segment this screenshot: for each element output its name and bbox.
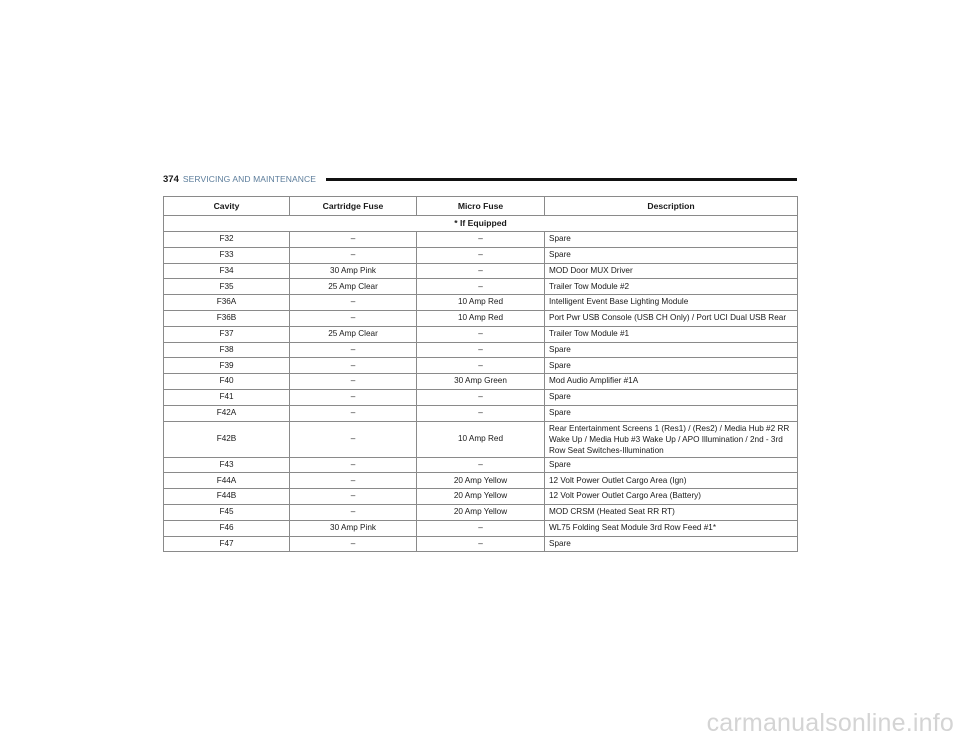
table-row <box>164 247 798 263</box>
micro-fuse-cell: – <box>417 405 545 421</box>
header-rule <box>326 178 797 181</box>
description-cell: Port Pwr USB Console (USB CH Only) / Port UCI Dual USB Rear <box>545 310 798 326</box>
cavity-cell: F36A <box>164 295 290 311</box>
page-number: 374 <box>163 173 179 185</box>
table-row <box>164 342 798 358</box>
cartridge-fuse-cell: – <box>290 374 417 390</box>
cartridge-fuse-cell: – <box>290 247 417 263</box>
cartridge-fuse-cell: – <box>290 473 417 489</box>
description-cell: Rear Entertainment Screens 1 (Res1) / (Res2) / Media Hub #2 RR Wake Up / Media Hub #3 Wake Up / APO Illumination / 2nd - 3rd Row Seat Switches-Illumination <box>545 421 798 457</box>
description-cell: Spare <box>545 457 798 473</box>
cavity-cell: F45 <box>164 504 290 520</box>
cavity-cell: F36B <box>164 310 290 326</box>
cavity-cell: F42A <box>164 405 290 421</box>
cavity-cell: F41 <box>164 389 290 405</box>
cartridge-fuse-cell: – <box>290 358 417 374</box>
description-cell: MOD CRSM (Heated Seat RR RT) <box>545 504 798 520</box>
micro-fuse-cell: 30 Amp Green <box>417 374 545 390</box>
micro-fuse-cell: – <box>417 342 545 358</box>
table-row <box>164 457 798 473</box>
table-row <box>164 520 798 536</box>
micro-fuse-cell: 10 Amp Red <box>417 421 545 457</box>
column-header-cavity: Cavity <box>164 197 290 216</box>
cartridge-fuse-cell: 25 Amp Clear <box>290 326 417 342</box>
cartridge-fuse-cell: 25 Amp Clear <box>290 279 417 295</box>
table-row <box>164 473 798 489</box>
table-row <box>164 421 798 457</box>
description-cell: Spare <box>545 389 798 405</box>
cartridge-fuse-cell: – <box>290 536 417 552</box>
description-cell: Spare <box>545 405 798 421</box>
cavity-cell: F33 <box>164 247 290 263</box>
table-row <box>164 263 798 279</box>
cavity-cell: F42B <box>164 421 290 457</box>
note-row <box>164 216 798 232</box>
cartridge-fuse-cell: – <box>290 232 417 248</box>
column-header-description: Description <box>545 197 798 216</box>
description-cell: Mod Audio Amplifier #1A <box>545 374 798 390</box>
cartridge-fuse-cell: – <box>290 295 417 311</box>
table-row <box>164 405 798 421</box>
cavity-cell: F35 <box>164 279 290 295</box>
micro-fuse-cell: – <box>417 263 545 279</box>
table-row <box>164 358 798 374</box>
cavity-cell: F34 <box>164 263 290 279</box>
micro-fuse-cell: 10 Amp Red <box>417 295 545 311</box>
cavity-cell: F40 <box>164 374 290 390</box>
cartridge-fuse-cell: – <box>290 421 417 457</box>
description-cell: Spare <box>545 247 798 263</box>
description-cell: Intelligent Event Base Lighting Module <box>545 295 798 311</box>
cartridge-fuse-cell: – <box>290 457 417 473</box>
cavity-cell: F47 <box>164 536 290 552</box>
micro-fuse-cell: – <box>417 389 545 405</box>
column-header-micro-fuse: Micro Fuse <box>417 197 545 216</box>
micro-fuse-cell: – <box>417 247 545 263</box>
micro-fuse-cell: – <box>417 326 545 342</box>
description-cell: 12 Volt Power Outlet Cargo Area (Ign) <box>545 473 798 489</box>
description-cell: Spare <box>545 232 798 248</box>
table-row <box>164 536 798 552</box>
cartridge-fuse-cell: – <box>290 489 417 505</box>
micro-fuse-cell: – <box>417 232 545 248</box>
cartridge-fuse-cell: 30 Amp Pink <box>290 520 417 536</box>
cavity-cell: F43 <box>164 457 290 473</box>
cartridge-fuse-cell: – <box>290 504 417 520</box>
cavity-cell: F44B <box>164 489 290 505</box>
table-row <box>164 279 798 295</box>
micro-fuse-cell: 10 Amp Red <box>417 310 545 326</box>
micro-fuse-cell: – <box>417 457 545 473</box>
table-row <box>164 374 798 390</box>
cavity-cell: F37 <box>164 326 290 342</box>
cavity-cell: F39 <box>164 358 290 374</box>
table-row <box>164 504 798 520</box>
micro-fuse-cell: – <box>417 358 545 374</box>
fuse-table <box>163 196 798 552</box>
description-cell: Trailer Tow Module #1 <box>545 326 798 342</box>
cartridge-fuse-cell: – <box>290 310 417 326</box>
page-header <box>163 172 797 186</box>
micro-fuse-cell: 20 Amp Yellow <box>417 489 545 505</box>
watermark: carmanualsonline.info <box>706 709 954 737</box>
table-row <box>164 295 798 311</box>
cavity-cell: F32 <box>164 232 290 248</box>
cavity-cell: F46 <box>164 520 290 536</box>
micro-fuse-cell: 20 Amp Yellow <box>417 473 545 489</box>
if-equipped-note: * If Equipped <box>164 216 798 232</box>
table-row <box>164 326 798 342</box>
description-cell: Spare <box>545 536 798 552</box>
table-row <box>164 310 798 326</box>
cartridge-fuse-cell: – <box>290 405 417 421</box>
cavity-cell: F38 <box>164 342 290 358</box>
description-cell: Spare <box>545 358 798 374</box>
micro-fuse-cell: – <box>417 536 545 552</box>
micro-fuse-cell: – <box>417 520 545 536</box>
table-header-row <box>164 197 798 216</box>
description-cell: MOD Door MUX Driver <box>545 263 798 279</box>
table-row <box>164 232 798 248</box>
micro-fuse-cell: – <box>417 279 545 295</box>
table-row <box>164 389 798 405</box>
table-row <box>164 489 798 505</box>
cavity-cell: F44A <box>164 473 290 489</box>
micro-fuse-cell: 20 Amp Yellow <box>417 504 545 520</box>
section-title: SERVICING AND MAINTENANCE <box>182 174 317 184</box>
description-cell: Trailer Tow Module #2 <box>545 279 798 295</box>
cartridge-fuse-cell: – <box>290 389 417 405</box>
column-header-cartridge-fuse: Cartridge Fuse <box>290 197 417 216</box>
description-cell: Spare <box>545 342 798 358</box>
description-cell: 12 Volt Power Outlet Cargo Area (Battery) <box>545 489 798 505</box>
cartridge-fuse-cell: 30 Amp Pink <box>290 263 417 279</box>
description-cell: WL75 Folding Seat Module 3rd Row Feed #1* <box>545 520 798 536</box>
cartridge-fuse-cell: – <box>290 342 417 358</box>
